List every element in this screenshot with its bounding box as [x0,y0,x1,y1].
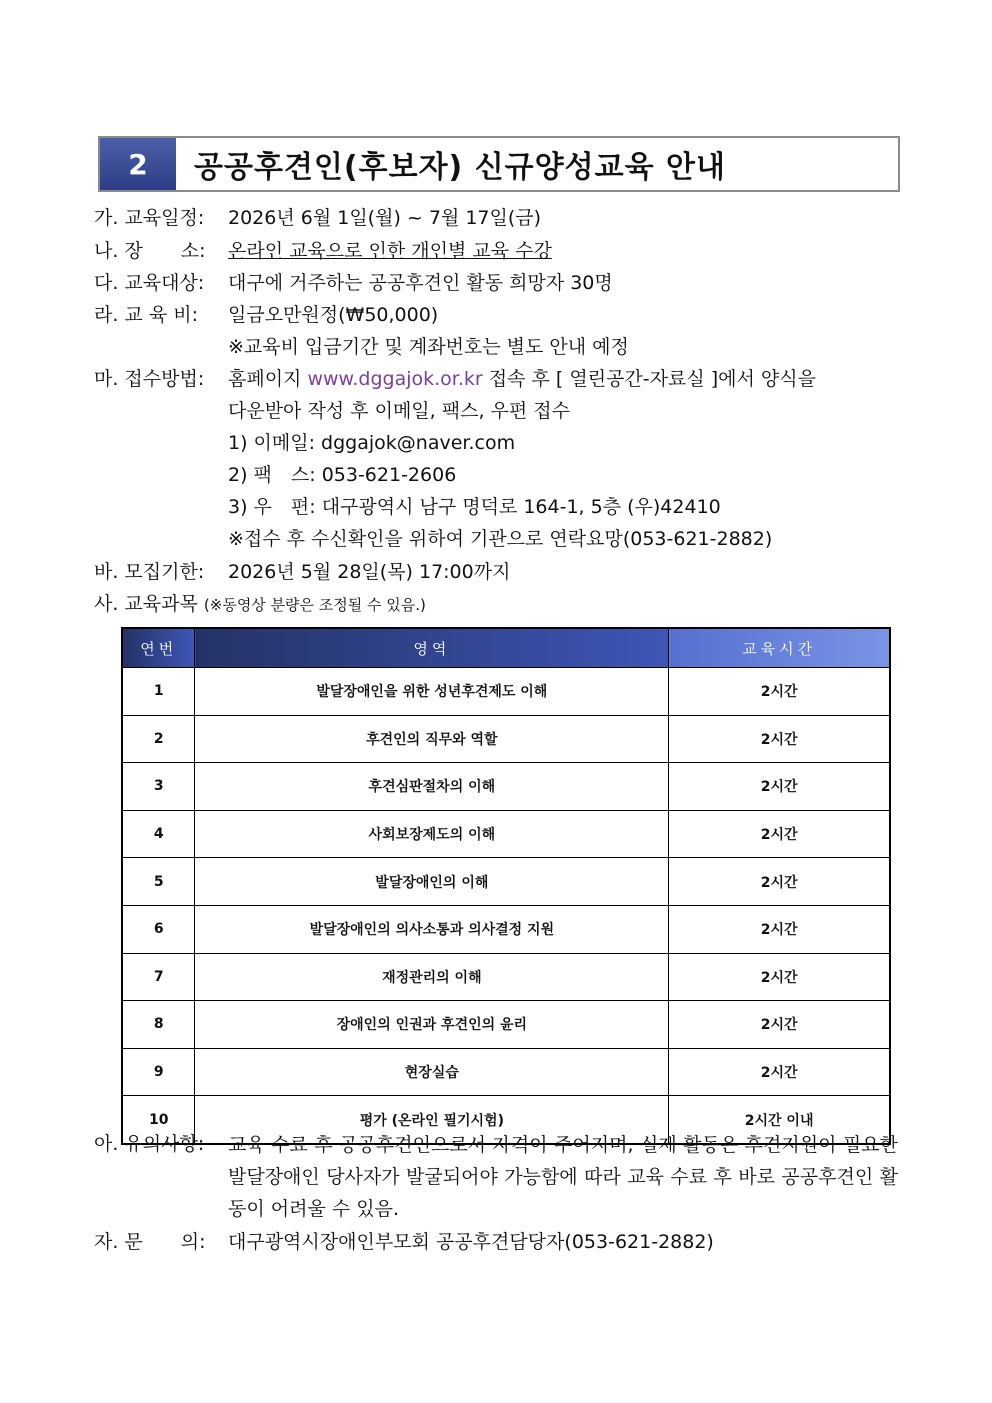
row-hours: 2시간 [669,953,890,1001]
row-number: 8 [122,1001,195,1049]
row-number: 6 [122,905,195,953]
application-line1 [228,364,816,394]
table-row [122,1048,890,1096]
table-row [122,858,890,906]
row-hours: 2시간 [669,715,890,763]
curriculum-note: (※동영상 분량은 조정될 수 있음.) [203,596,426,614]
row-area: 현장실습 [195,1048,669,1096]
fee-label: 라. 교 육 비: [94,304,198,326]
table-row [122,668,890,716]
row-number: 10 [122,1096,195,1144]
row-hours: 2시간 [669,763,890,811]
row-number: 4 [122,810,195,858]
target-value: 대구에 거주하는 공공후견인 활동 희망자 30명 [228,272,613,294]
table-row [122,810,890,858]
row-hours: 2시간 [669,810,890,858]
deadline-label: 바. 모집기한: [94,561,205,583]
fee-value: 일금오만원정(₩50,000) [228,304,439,326]
table-row [122,715,890,763]
table-row [122,763,890,811]
location-value: 온라인 교육으로 인한 개인별 교육 수강 [228,240,552,262]
table-row [122,905,890,953]
header-hours: 교육시간 [669,628,890,668]
row-number: 7 [122,953,195,1001]
section-header [98,136,900,192]
curriculum-label: 사. 교육과목 [94,593,198,615]
row-area: 후견심판절차의 이해 [195,763,669,811]
fee-note: ※교육비 입금기간 및 계좌번호는 별도 안내 예정 [228,336,629,358]
curriculum-table [121,627,891,1145]
curriculum-label-line [94,589,426,620]
row-hours: 2시간 [669,1048,890,1096]
table-row [122,953,890,1001]
homepage-link[interactable]: www.dggajok.or.kr [307,368,483,390]
row-hours: 2시간 [669,858,890,906]
mail-line: 3) 우 편: 대구광역시 남구 명덕로 164-1, 5층 (우)42410 [228,496,721,518]
notice-value: 교육 수료 후 공공후견인으로서 자격이 주어지며, 실제 활동은 후견지원이 필요한 발달장애인 당사자가 발굴되어야 가능함에 따라 교육 수료 후 바로 공공후견인 활동이 어려울 수 있음. [228,1134,898,1220]
row-number: 2 [122,715,195,763]
row-number: 9 [122,1048,195,1096]
target-label: 다. 교육대상: [94,272,205,294]
row-hours: 2시간 [669,905,890,953]
schedule-label: 가. 교육일정: [94,207,205,229]
contact-label: 자. 문 의: [94,1231,206,1253]
application-note: ※접수 후 수신확인을 위하여 기관으로 연락요망(053-621-2882) [228,528,773,550]
row-area: 재정관리의 이해 [195,953,669,1001]
application-line2: 다운받아 작성 후 이메일, 팩스, 우편 접수 [228,400,570,422]
email-line: 1) 이메일: dggajok@naver.com [228,432,516,454]
row-area: 후견인의 직무와 역할 [195,715,669,763]
row-number: 3 [122,763,195,811]
header-area: 영역 [195,628,669,668]
row-area: 발달장애인의 이해 [195,858,669,906]
row-hours: 2시간 이내 [669,1096,890,1144]
application-suffix: 접속 후 [ 열린공간-자료실 ]에서 양식을 [482,368,816,390]
row-number: 1 [122,668,195,716]
location-label: 나. 장 소: [94,240,206,262]
row-area: 발달장애인의 의사소통과 의사결정 지원 [195,905,669,953]
row-number: 5 [122,858,195,906]
header-number: 연번 [122,628,195,668]
table-row [122,1001,890,1049]
schedule-value: 2026년 6월 1일(월) ~ 7월 17일(금) [228,207,542,229]
notice-label: 아. 유의사항: [94,1133,205,1155]
fax-line: 2) 팩 스: 053-621-2606 [228,464,457,486]
row-area: 평가 (온라인 필기시험) [195,1096,669,1144]
section-number: 2 [100,138,176,190]
application-label: 마. 접수방법: [94,368,205,390]
table-header-row [122,628,890,668]
row-area: 사회보장제도의 이해 [195,810,669,858]
row-hours: 2시간 [669,668,890,716]
application-prefix: 홈페이지 [228,368,308,390]
row-area: 발달장애인을 위한 성년후견제도 이해 [195,668,669,716]
section-title: 공공후견인(후보자) 신규양성교육 안내 [194,150,726,185]
row-hours: 2시간 [669,1001,890,1049]
row-area: 장애인의 인권과 후견인의 윤리 [195,1001,669,1049]
deadline-value: 2026년 5월 28일(목) 17:00까지 [228,561,511,583]
contact-value: 대구광역시장애인부모회 공공후견담당자(053-621-2882) [228,1231,714,1253]
